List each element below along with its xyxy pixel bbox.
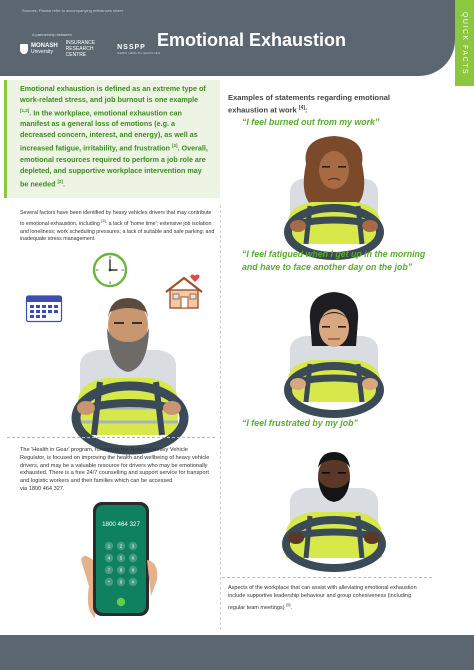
keypad-key-label: 1 bbox=[107, 543, 111, 549]
quote-burned-out: “I feel burned out from my work” bbox=[242, 117, 380, 127]
keypad-key-label: # bbox=[131, 579, 135, 585]
quick-facts-tab bbox=[455, 0, 474, 86]
examples-heading bbox=[228, 92, 428, 116]
definition-part3: . Overall, emotional resources required to perform a job role are depleted, and supportive workplace intervention may be needed bbox=[20, 143, 208, 189]
keypad-key-label: 9 bbox=[131, 567, 135, 573]
keypad-key-label: 6 bbox=[131, 555, 135, 561]
page-title: Emotional Exhaustion bbox=[157, 30, 347, 50]
monash-shield-icon bbox=[20, 44, 28, 54]
footer-sources: Sources: Please refer to accompanying references sheet bbox=[22, 8, 123, 13]
iscrr-logo bbox=[66, 40, 95, 58]
quote-frustrated: “I feel frustrated by my job” bbox=[242, 418, 358, 428]
definition-end: . bbox=[63, 179, 66, 189]
left-section-divider bbox=[7, 437, 215, 438]
ref-4: [4] bbox=[298, 105, 306, 111]
health-in-gear-phone-line: via 1800 464 327. bbox=[20, 485, 65, 492]
keypad-key-label: 0 bbox=[119, 579, 123, 585]
right-section-divider bbox=[222, 577, 432, 578]
factors-part2: : a lack of 'home time'; extensive job isolation and loneliness; work scheduling pressures; a lack of suitable and safe parking; and inadequate stress management. bbox=[20, 221, 215, 242]
monash-logo bbox=[20, 43, 58, 55]
aspects-text bbox=[228, 585, 424, 612]
health-in-gear-body: The 'Health in Gear' program, funded by the National Heavy Vehicle Regulator, is focused on improving the health and wellbeing of heavy vehicle drivers, and may be a valuable resource for drivers who may be emotionally exhausted. There is a free 24/7 counselling and support service for transport and logistic workers and their families which can be accessed bbox=[20, 447, 210, 485]
clock-icon bbox=[92, 252, 128, 288]
column-divider bbox=[220, 205, 221, 630]
definition-part2: . In the workplace, emotional exhaustion can manifest as a general loss of emotions (e.g. a decreased concern, interest, and energy), as well as increased fatigue, irritability, and frustration bbox=[20, 108, 198, 153]
definition-part1: Emotional exhaustion is defined as an extreme type of work-related stress, and job burnout is one example bbox=[20, 84, 206, 104]
keypad-key-label: 4 bbox=[107, 555, 111, 561]
aspects-body: Aspects of the workplace that can assist with alleviating emotional exhaustion include supportive leadership behaviour and group cohesiveness (including regular team meetings) bbox=[228, 585, 417, 611]
footer-bar bbox=[0, 635, 474, 670]
keypad-key-label: 5 bbox=[119, 555, 123, 561]
ref-5: [5] bbox=[286, 601, 291, 607]
monash-logo-line2: University bbox=[31, 49, 53, 55]
ref-2a: [2] bbox=[172, 143, 178, 149]
definition-text bbox=[20, 83, 208, 189]
quote-fatigued: “I feel fatigued when I get up in the morning and have to face another day on the job” bbox=[242, 249, 426, 272]
nsspp-logo-text: NSSPP bbox=[117, 43, 146, 51]
health-in-gear-text bbox=[20, 447, 210, 494]
nsspp-logo bbox=[117, 44, 160, 55]
partnership-label: A partnership between bbox=[32, 32, 72, 37]
iscrr-line1: INSURANCE bbox=[65, 40, 96, 46]
dark-skin-driver-illustration bbox=[276, 440, 392, 558]
dark-hair-driver-illustration bbox=[276, 290, 392, 402]
ref-1-2: [1,2] bbox=[20, 108, 30, 113]
call-button-icon bbox=[117, 598, 125, 606]
logo-row bbox=[20, 40, 161, 58]
nsspp-logo-sub: NEWS HEALTH SERVICES bbox=[117, 50, 161, 55]
phone-number-display: 1800 464 327 bbox=[102, 521, 140, 528]
keypad-key-label: 8 bbox=[119, 567, 123, 573]
aspects-end: . bbox=[290, 604, 293, 611]
factors-part1: Several factors have been identified by heavy vehicles drivers that may contribute to emotional exhaustion, including bbox=[20, 210, 212, 228]
iscrr-line3: CENTRE bbox=[65, 52, 87, 58]
iscrr-line2: RESEARCH bbox=[65, 46, 94, 52]
curly-hair-driver-illustration bbox=[276, 132, 392, 244]
quick-facts-label: QUICK FACTS bbox=[461, 11, 468, 75]
examples-heading-end: : bbox=[305, 105, 308, 115]
monash-logo-line1: MONASH bbox=[31, 43, 58, 49]
calendar-icon bbox=[26, 294, 62, 322]
keypad-key-label: * bbox=[108, 579, 110, 585]
factors-text bbox=[20, 210, 215, 243]
phone-illustration bbox=[85, 500, 157, 620]
examples-heading-text: Examples of statements regarding emotional exhaustion at work bbox=[228, 93, 391, 115]
ref-3: [3] bbox=[101, 218, 106, 224]
ref-2b: [2] bbox=[57, 178, 64, 184]
keypad-key-label: 2 bbox=[119, 543, 123, 549]
bearded-driver-illustration bbox=[58, 290, 198, 435]
keypad-key-label: 7 bbox=[107, 567, 111, 573]
keypad-key-label: 3 bbox=[131, 543, 135, 549]
